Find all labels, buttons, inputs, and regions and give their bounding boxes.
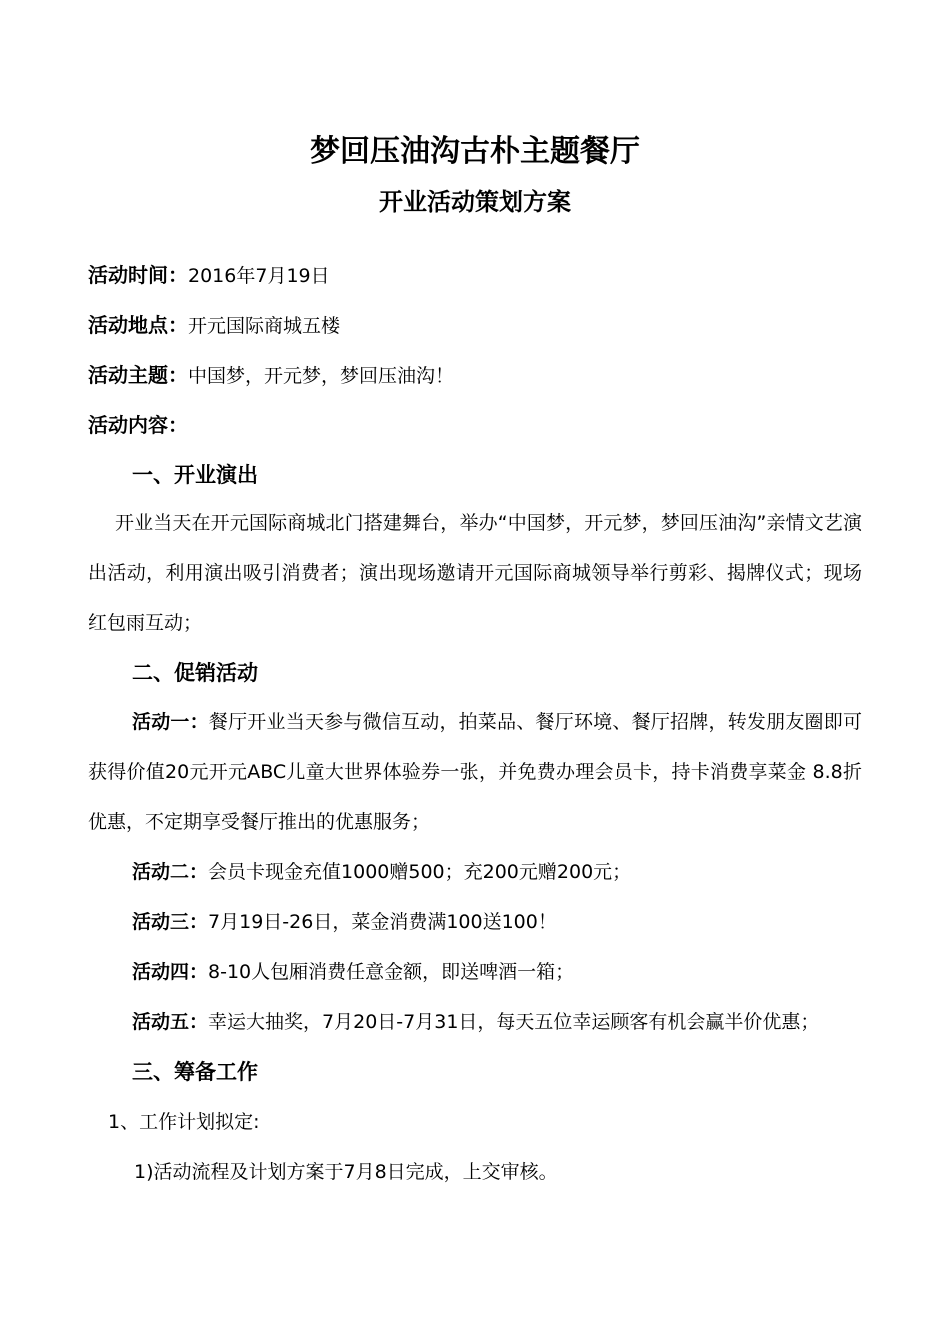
meta-location-value: 开元国际商城五楼 bbox=[188, 315, 341, 337]
activity-1 bbox=[88, 697, 862, 847]
activity-1-label: 活动一： bbox=[132, 711, 209, 733]
meta-location-label: 活动地点： bbox=[88, 313, 188, 337]
section-heading-promotion: 二、促销活动 bbox=[132, 661, 258, 685]
meta-theme-label: 活动主题： bbox=[88, 363, 188, 387]
document-title: 梦回压油沟古朴主题餐厅 bbox=[310, 134, 640, 169]
activity-4-label: 活动四： bbox=[132, 961, 209, 983]
prep-item-1-1: 1)活动流程及计划方案于7月8日完成，上交审核。 bbox=[134, 1161, 558, 1183]
meta-theme-value: 中国梦，开元梦，梦回压油沟！ bbox=[188, 365, 455, 387]
activity-2-label: 活动二： bbox=[132, 861, 209, 883]
meta-time-label: 活动时间： bbox=[88, 263, 188, 287]
activity-2-text: 会员卡现金充值1000赠500；充200元赠200元； bbox=[208, 861, 632, 883]
document-subtitle: 开业活动策划方案 bbox=[379, 188, 571, 216]
activity-4 bbox=[132, 958, 574, 986]
prep-item-1: 1、工作计划拟定: bbox=[108, 1111, 260, 1133]
section-heading-preparation: 三、筹备工作 bbox=[132, 1060, 258, 1084]
meta-content-label: 活动内容： bbox=[88, 413, 188, 437]
section-heading-performance: 一、开业演出 bbox=[132, 463, 258, 487]
activity-3-text: 7月19日-26日，菜金消费满100送100！ bbox=[208, 911, 557, 933]
activity-5 bbox=[132, 1008, 819, 1036]
meta-content bbox=[88, 411, 188, 440]
meta-theme bbox=[88, 361, 454, 390]
activity-5-text: 幸运大抽奖，7月20日-7月31日，每天五位幸运顾客有机会赢半价优惠； bbox=[208, 1011, 820, 1033]
activity-5-label: 活动五： bbox=[132, 1011, 209, 1033]
meta-time bbox=[88, 261, 330, 290]
activity-2 bbox=[132, 858, 631, 886]
meta-location bbox=[88, 311, 340, 340]
meta-time-value: 2016年7月19日 bbox=[188, 265, 330, 287]
activity-3 bbox=[132, 908, 557, 936]
section-body-performance: 开业当天在开元国际商城北门搭建舞台，举办“中国梦，开元梦，梦回压油沟”亲情文艺演出活动，利用演出吸引消费者；演出现场邀请开元国际商城领导举行剪彩、揭牌仪式；现场红包雨互动； bbox=[88, 512, 862, 634]
activity-3-label: 活动三： bbox=[132, 911, 209, 933]
activity-1-text: 餐厅开业当天参与微信互动，拍菜品、餐厅环境、餐厅招牌，转发朋友圈即可获得价值20元开元ABC儿童大世界体验券一张，并免费办理会员卡，持卡消费享菜金 8.8折优惠，不定期享受餐厅推出的优惠服务； bbox=[88, 711, 862, 833]
activity-4-text: 8-10人包厢消费任意金额，即送啤酒一箱； bbox=[208, 961, 575, 983]
